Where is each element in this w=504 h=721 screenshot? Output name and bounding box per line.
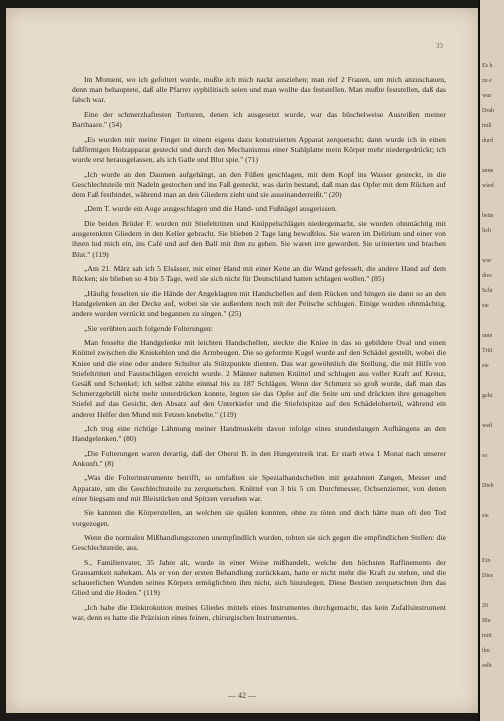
paragraph: „Ich wurde an den Daumen aufgehängt, an den Füßen geschlagen, mit dem Kopf ins Wasser gesteckt, in die Geschlechtsteile mit Nadeln gestochen und ins Faß gesteckt, was darin bestand, daß man das Opfer mit dem Rücken auf dem Faß festbindet, während man an den Gliedern zieht und sie auseinanderreißt." (20): [72, 169, 446, 199]
adjacent-page-fragment: Es h: [482, 63, 493, 69]
paragraph: „Dem T. wurde ein Auge ausgeschlagen und die Hand- und Fußnägel ausgerissen.: [84, 204, 337, 214]
adjacent-page-fragment: miß: [482, 123, 492, 129]
adjacent-page-fragment: Drah: [482, 108, 494, 114]
adjacent-page-fragment: wur: [482, 258, 492, 264]
paragraph: Im Moment, wo ich gefoltert wurde, mußte ich mich nackt ausziehen; man rief 2 Frauen, um mich anzuschauen, denn man behauptete, daß alle Pfarrer syphilitisch seien und man wollte das feststellen. Man mußte feststellen, daß das falsch war.: [72, 75, 446, 105]
adjacent-page-fragment: weil: [482, 423, 493, 429]
adjacent-page-fragment: selb: [482, 663, 492, 669]
paragraph: „Häufig fesselten sie die Hände der Angeklagten mit Handschellen auf dem Rücken und hingen sie dann so an den Handgelenken an der Decke auf, wobei sie sie außerdem noch mit der Peitsche schlugen. Einige wurden ohnmächtig, andere wurden verrückt und begannen zu singen." (25): [72, 288, 446, 319]
paragraph: „Was die Folterinstrumente betrifft, so umfaßten sie Spezialhandschellen mit gezahnten Zangen, Messer und Apparate, um die Geschlechtsteile zu zerquetschen. Knüttel von 3 bis 5 cm Durchmesser, Ochsenziemer, von denen einer biegsam und mit Bleistücken und Spitzen versehen war.: [72, 473, 446, 503]
adjacent-page-fragment: mitt: [482, 633, 492, 639]
adjacent-page-fragment: wur: [482, 93, 492, 99]
adjacent-page-fragment: sie: [482, 513, 489, 519]
page-number-top: 33: [436, 42, 443, 50]
paragraph: „Ich trug eine richtige Lähmung meiner Handmuskeln davon infolge eines stundenlangen Aufhängens an den Handgelenken." (80): [72, 424, 446, 444]
adjacent-page-fragment: wied: [482, 183, 494, 189]
document-page: [6, 8, 478, 713]
adjacent-page-fragment: ihn: [482, 648, 490, 654]
adjacent-page-fragment: Dieb: [482, 483, 494, 489]
paragraph: „Es wurden mir meine Finger in einem eigens dazu konstruierten Apparat zerquetscht; dann wurde ich in einen faßförmigen Holzapparat gesteckt und durch den Mechanismus einer Stahlplatte mein Körper mehr niedergedrückt; ich wurde erst herausgelassen, als ich Galle und Blut spie." (71): [72, 134, 446, 165]
adjacent-page-fragment: lich: [482, 228, 491, 234]
adjacent-page-fragment: bette: [482, 213, 494, 219]
paragraph: S., Familienvater, 35 Jahre alt, wurde in einer Weise mißhandelt, welche den höchsten Raffinements der Grausamkeit nahekam. Als er von der ersten Behandlung zurückkam, hatte er nicht mehr die Kraft zu stehen, und die schauerlichen Wunden seines Körpers ermöglichten ihm nicht, sich hinzulegen. Diese Bestien zerquetschten ihm das Glied und die Hoden." (119): [72, 557, 446, 598]
adjacent-page-fragment: Blu: [482, 618, 491, 624]
adjacent-page-fragment: geht: [482, 393, 493, 399]
paragraph: Man fesselte die Handgelenke mit leichten Handschellen, steckte die Kniee in das so gebildete Oval und einen Knüttel zwischen die Kniekehlen und die Armbeugen. Die so geformte Kugel wurde auf den Schädel gestellt, wobei die Kniee und die eine oder andere Schulter als Stützpunkte dienten. Das war gewöhnlich die Stellung, die mit Hilfe von Stiefeltritten und Faustschlägen erreicht wurde. 2 Männer nahmen Knüttel und schlugen aus voller Kraft auf Kreuz, Gesäß und Schenkel; ich selbst zählte einmal bis zu 187 Schlägen. Wenn der Schmerz so groß wurde, daß man das Schmerzgebrüll nicht mehr unterdrücken konnte, legten sie das Opfer auf die Seite um und drückten ihre genagelten Stiefel auf das Gesicht, den Absatz auf den Unterkiefer und die Stiefelspitze auf den Schädeloberteil, während ein anderer Helfer den Mund mit Fetzen knebelte." (119): [72, 338, 446, 419]
page-footer-number: — 42 —: [228, 691, 256, 700]
adjacent-page-fragment: dies: [482, 273, 492, 279]
body-text: [72, 75, 446, 628]
adjacent-page-fragment: unte: [482, 333, 493, 339]
adjacent-page-fragment: durd: [482, 138, 493, 144]
adjacent-page-fragment: zu e: [482, 78, 492, 84]
adjacent-page-fragment: sie: [482, 363, 489, 369]
paragraph: Eine der schmerzhaftesten Torturen, denen ich ausgesetzt wurde, war das büschelweise Ausreißen meiner Barthaare." (54): [72, 109, 446, 130]
adjacent-page-fragment: anne: [482, 168, 494, 174]
paragraph: Die beiden Brüder F. wurden mit Stiefeltritten und Knüppelschlägen niedergemacht, sie wurden ohnmächtig mit ausgerenkten Gliedern in den Keller gebracht. Sie blieben 2 Tage lang bewußtlos. Sie waren im Delirium und einer von ihnen lud mich ein, ins Café und auf den Ball mit ihm zu gehen. Sie waren irre geworden. Sie urinierten und brachen Blut." (119): [72, 218, 446, 259]
adjacent-page-strip: [480, 0, 504, 721]
adjacent-page-fragment: Tritt: [482, 348, 493, 354]
adjacent-page-fragment: so: [482, 453, 488, 459]
paragraph: „Am 21. März sah ich 5 Elsässer, mit einer Hand mit einer Kette an die Wand gefesselt, die andere Hand auf dem Rücken; sie blieben so 4 bis 5 Tage, weil sie sich nicht für Deutschland hatten schlagen wollen." (85): [72, 264, 446, 284]
adjacent-page-fragment: Schi: [482, 288, 493, 294]
paragraph: „Sie verübten auch folgende Folterungen:: [84, 323, 213, 333]
paragraph: Sie kannten die Körperstellen, an welchen sie quälen konnten, ohne zu töten und doch hätte man oft den Tod vorgezogen.: [72, 508, 446, 528]
paragraph: Wenn die normalen Mißhandlungszonen unempfindlich wurden, tobten sie sich gegen die empfindlichen Stellen: die Geschlechtsteile, aus.: [72, 533, 446, 553]
paragraph: „Ich habe die Elektrokution meines Gliedes mittels eines Instrumentes durchgemacht, das kein Zufallsinstrument war, denn es hatte die Präzision eines feinen, chirurgischen Instrumentes.: [72, 602, 446, 623]
adjacent-page-fragment: sie: [482, 303, 489, 309]
adjacent-page-fragment: Ein: [482, 558, 491, 564]
adjacent-page-fragment: Dies: [482, 573, 493, 579]
paragraph: „Die Folterungen waren derartig, daß der Oberst B. in den Hungerstreik trat. Er starb etwa 1 Monat nach unserer Ankunft." (8): [72, 448, 446, 468]
adjacent-page-fragment: 20: [482, 603, 488, 609]
